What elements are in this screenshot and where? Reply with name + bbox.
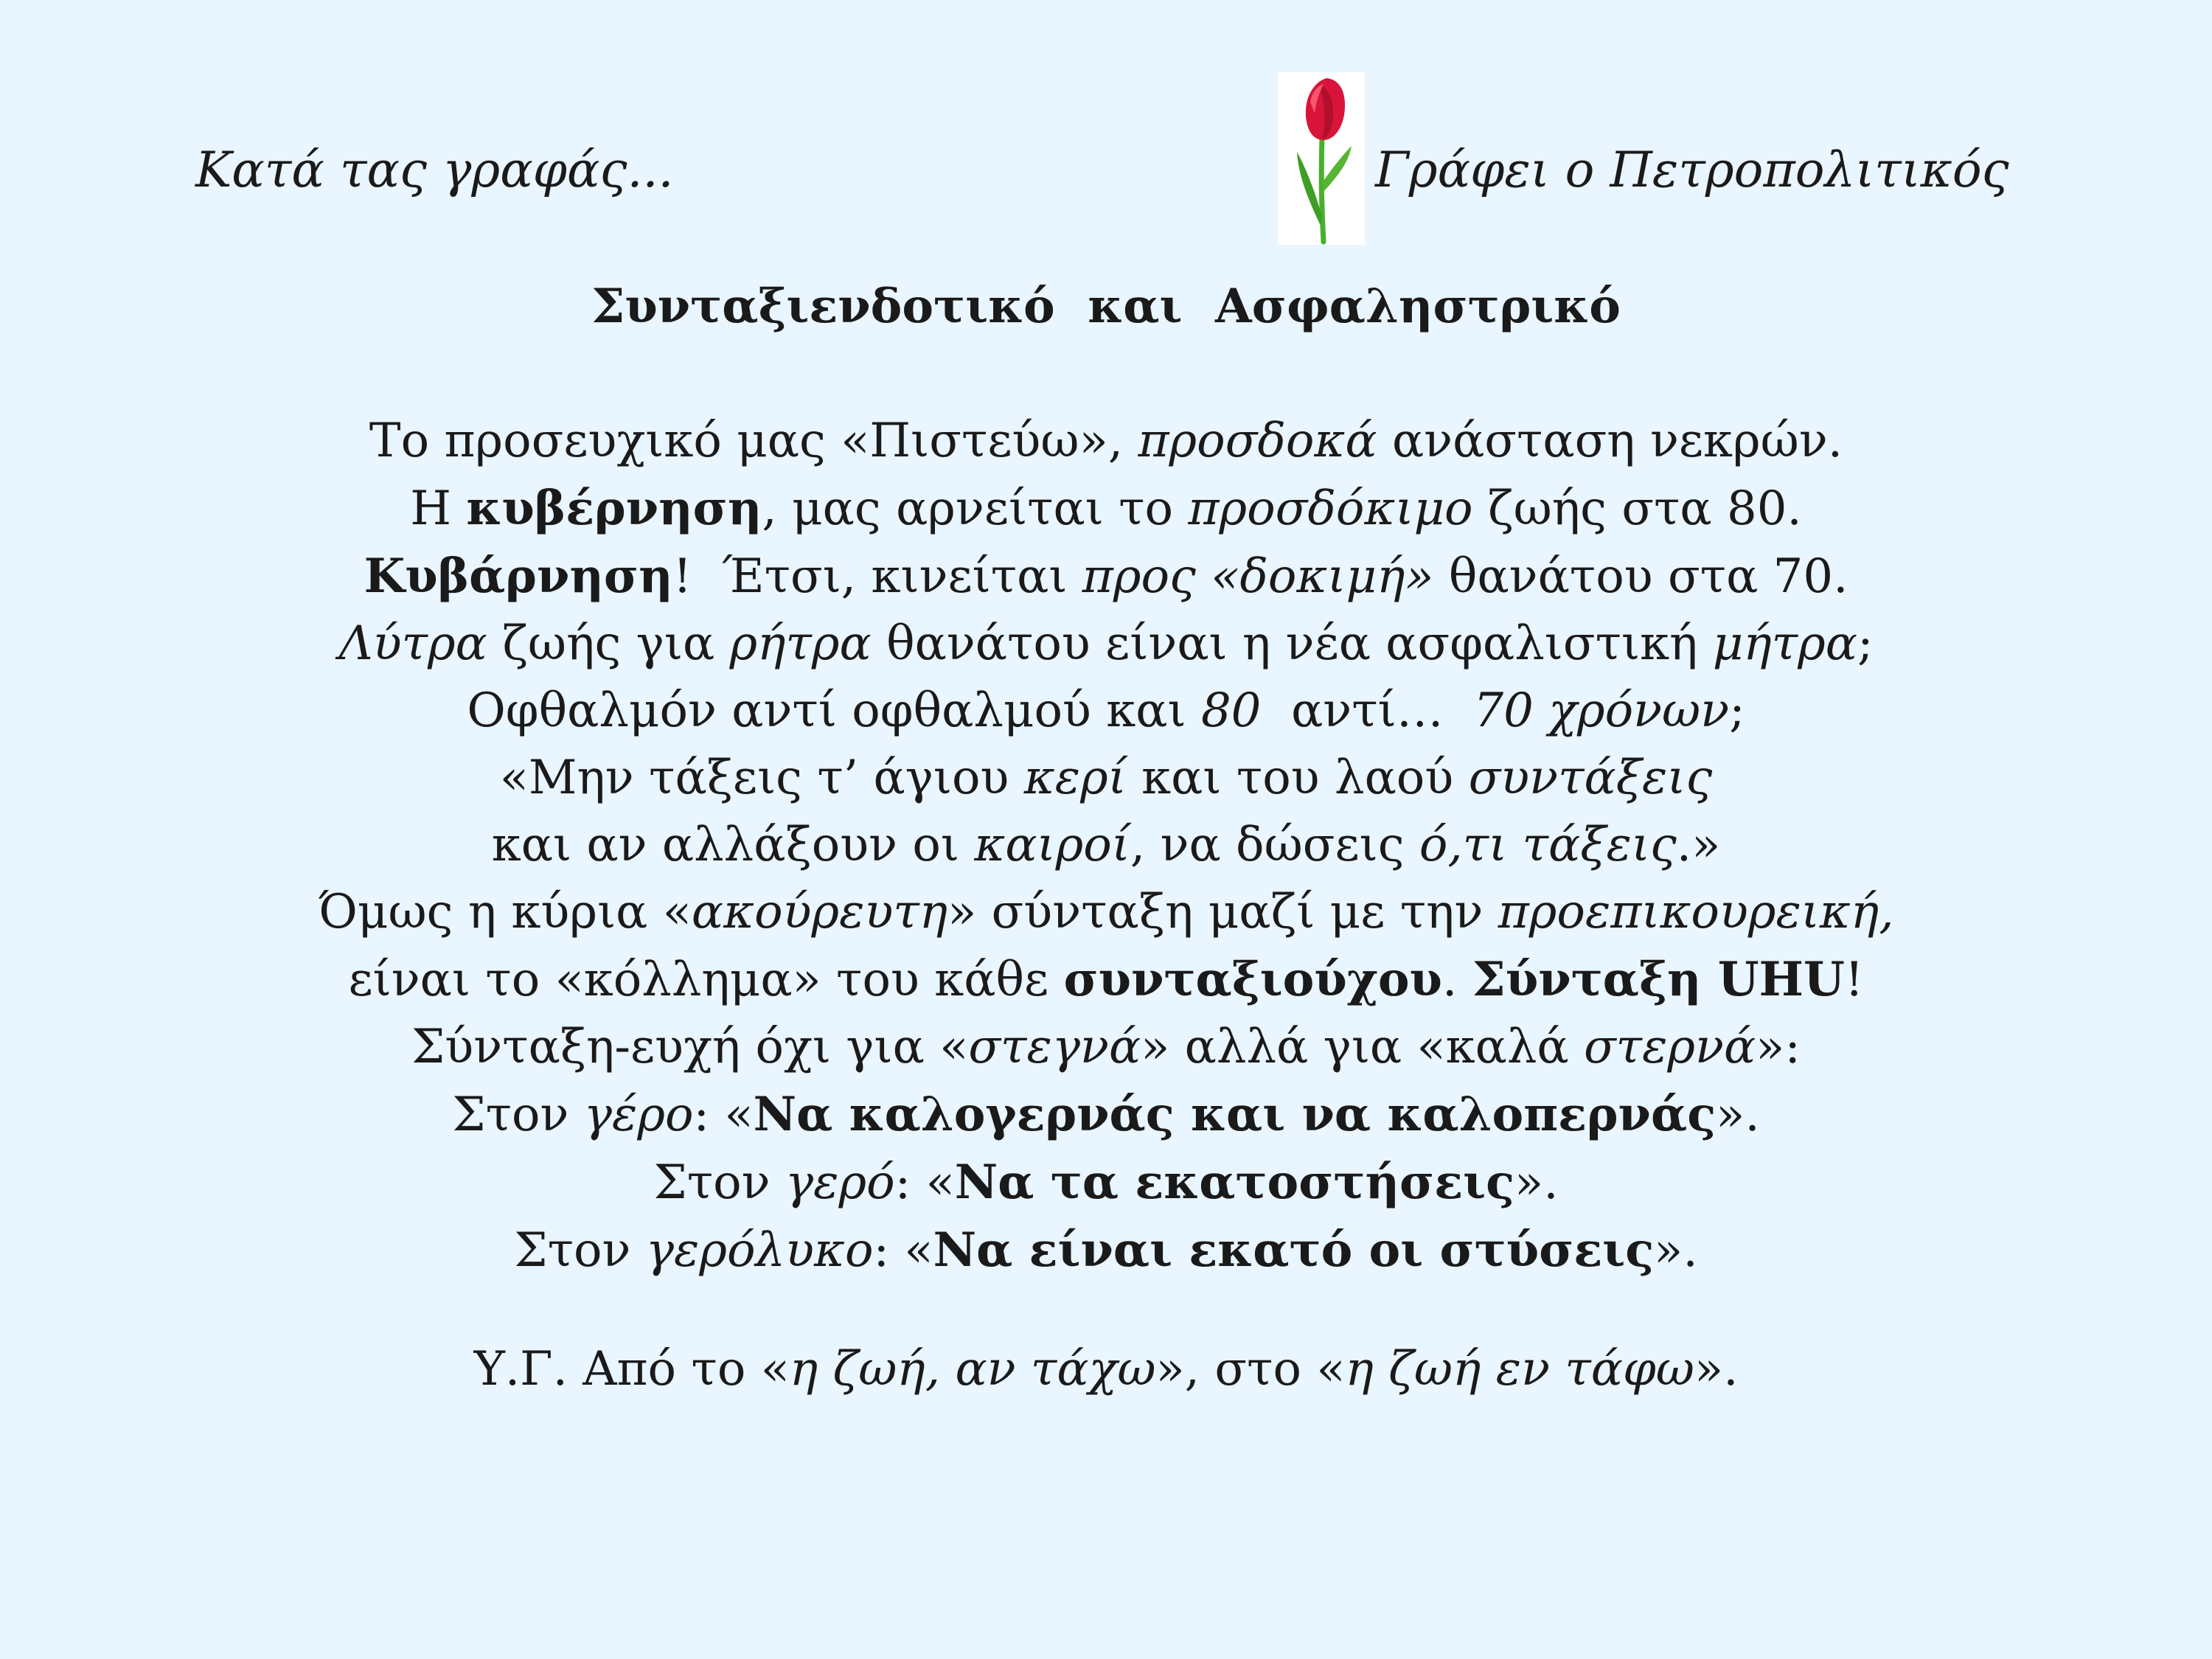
article-title: Συνταξιενδοτικό και Ασφαληστρικό [591, 279, 1621, 334]
italic-text: κερί [1023, 751, 1127, 805]
postscript [0, 1342, 2212, 1397]
text-segment: Οφθαλμόν αντί οφθαλμού και [467, 684, 1201, 738]
text-segment: Στον [452, 1088, 584, 1142]
italic-text: ό,τι τάξεις [1419, 818, 1677, 872]
text-segment: και αν αλλάξουν οι [491, 818, 975, 872]
poem-line [0, 408, 2212, 475]
text-segment: : « [873, 1223, 933, 1278]
text-segment: , μας αρνείται το [762, 481, 1189, 536]
text-segment: Στον [653, 1155, 785, 1210]
italic-text: γέρο [583, 1088, 694, 1142]
poem-line [0, 879, 2212, 946]
poem-line [0, 543, 2212, 611]
text-segment: » αλλά για «καλά [1141, 1020, 1584, 1074]
text-segment: ; [1857, 616, 1874, 671]
poem-line [0, 812, 2212, 879]
poem-line [0, 1014, 2212, 1081]
bold-text: συνταξιούχου [1063, 952, 1442, 1007]
text-segment: θανάτου είναι η νέα ασφαλιστική [871, 616, 1713, 671]
italic-text: η ζωή εν τάφω [1345, 1342, 1694, 1397]
text-segment: : « [693, 1088, 754, 1142]
text-segment: Σύνταξη-ευχή όχι για « [411, 1020, 969, 1074]
text-segment: , να δώσεις [1130, 818, 1419, 872]
tulip-icon [1278, 72, 1365, 245]
text-segment: ». [1716, 1088, 1760, 1142]
bold-text: Σύνταξη UHU [1472, 952, 1845, 1007]
text-segment: Υ.Γ. Από το « [473, 1342, 790, 1397]
poem-line [0, 745, 2212, 812]
text-segment: Όμως η κύρια « [318, 885, 692, 939]
italic-text: μήτρα [1712, 616, 1857, 671]
text-segment: αντί… [1261, 684, 1474, 738]
italic-text: προεπικουρεική, [1498, 885, 1894, 939]
text-segment: και του λαού [1126, 751, 1469, 805]
text-segment: Στον [514, 1223, 646, 1278]
italic-text: προς «δοκιμή» [1082, 549, 1434, 604]
text-segment: . [1441, 953, 1472, 1007]
italic-text: Λύτρα [338, 616, 487, 671]
bold-text: κυβέρνηση [466, 481, 762, 536]
bold-text: Κυβάρνηση [364, 549, 673, 604]
header-right-text: Γράφει ο Πετροπολιτικός [1375, 142, 2009, 198]
italic-text: γερό [785, 1155, 895, 1210]
italic-text: στερνά [1583, 1020, 1756, 1074]
poem-line [0, 678, 2212, 745]
bold-text: Να καλογερνάς και να καλοπερνάς [753, 1087, 1717, 1142]
italic-text: ρήτρα [729, 616, 872, 671]
poem-line [0, 1149, 2212, 1217]
bold-text: Να τα εκατοστήσεις [954, 1155, 1515, 1210]
text-segment: ! Έτσι, κινείται [672, 549, 1082, 604]
italic-text: 80 [1200, 684, 1262, 738]
text-segment: Η [410, 481, 467, 536]
text-segment: : « [894, 1155, 955, 1210]
italic-text: η ζωή, αν τάχω [789, 1342, 1156, 1397]
text-segment: », στο « [1155, 1342, 1346, 1397]
poem-line [0, 946, 2212, 1014]
text-segment: ! [1844, 953, 1864, 1007]
italic-text: γερόλυκο [645, 1223, 874, 1278]
poem-line [0, 475, 2212, 543]
text-segment: είναι το «κόλλημα» του κάθε [348, 953, 1064, 1007]
text-segment: «Μην τάξεις τ’ άγιου [499, 751, 1024, 805]
text-segment: ζωής για [487, 616, 730, 671]
poem-line [0, 1217, 2212, 1284]
text-segment: » σύνταξη μαζί με την [947, 885, 1498, 939]
text-segment: ». [1654, 1223, 1698, 1278]
text-segment: ανάσταση νεκρών. [1377, 414, 1843, 468]
poem-line [0, 611, 2212, 678]
text-segment: »: [1756, 1020, 1801, 1074]
italic-text: συντάξεις [1468, 751, 1713, 805]
italic-text: στεγνά [968, 1020, 1141, 1074]
italic-text: προσδόκιμο [1188, 481, 1473, 536]
text-segment: ». [1694, 1342, 1739, 1397]
bold-text: Να είναι εκατό οι στύσεις [933, 1222, 1655, 1278]
text-segment: .» [1676, 818, 1721, 872]
poem-body [0, 408, 2212, 1284]
text-segment: ». [1514, 1155, 1559, 1210]
text-segment: ζωής στα 80. [1472, 481, 1802, 536]
text-segment: Το προσευχικό μας «Πιστεύω», [369, 414, 1138, 468]
italic-text: προσδοκά [1138, 414, 1377, 468]
italic-text: καιροί [974, 818, 1130, 872]
italic-text: 70 χρόνων [1473, 684, 1730, 738]
poem-line [0, 1081, 2212, 1149]
text-segment: θανάτου στα 70. [1433, 549, 1848, 604]
header-left-text: Κατά τας γραφάς... [195, 142, 674, 198]
italic-text: ακούρευτη [691, 885, 948, 939]
text-segment: ; [1729, 684, 1745, 738]
